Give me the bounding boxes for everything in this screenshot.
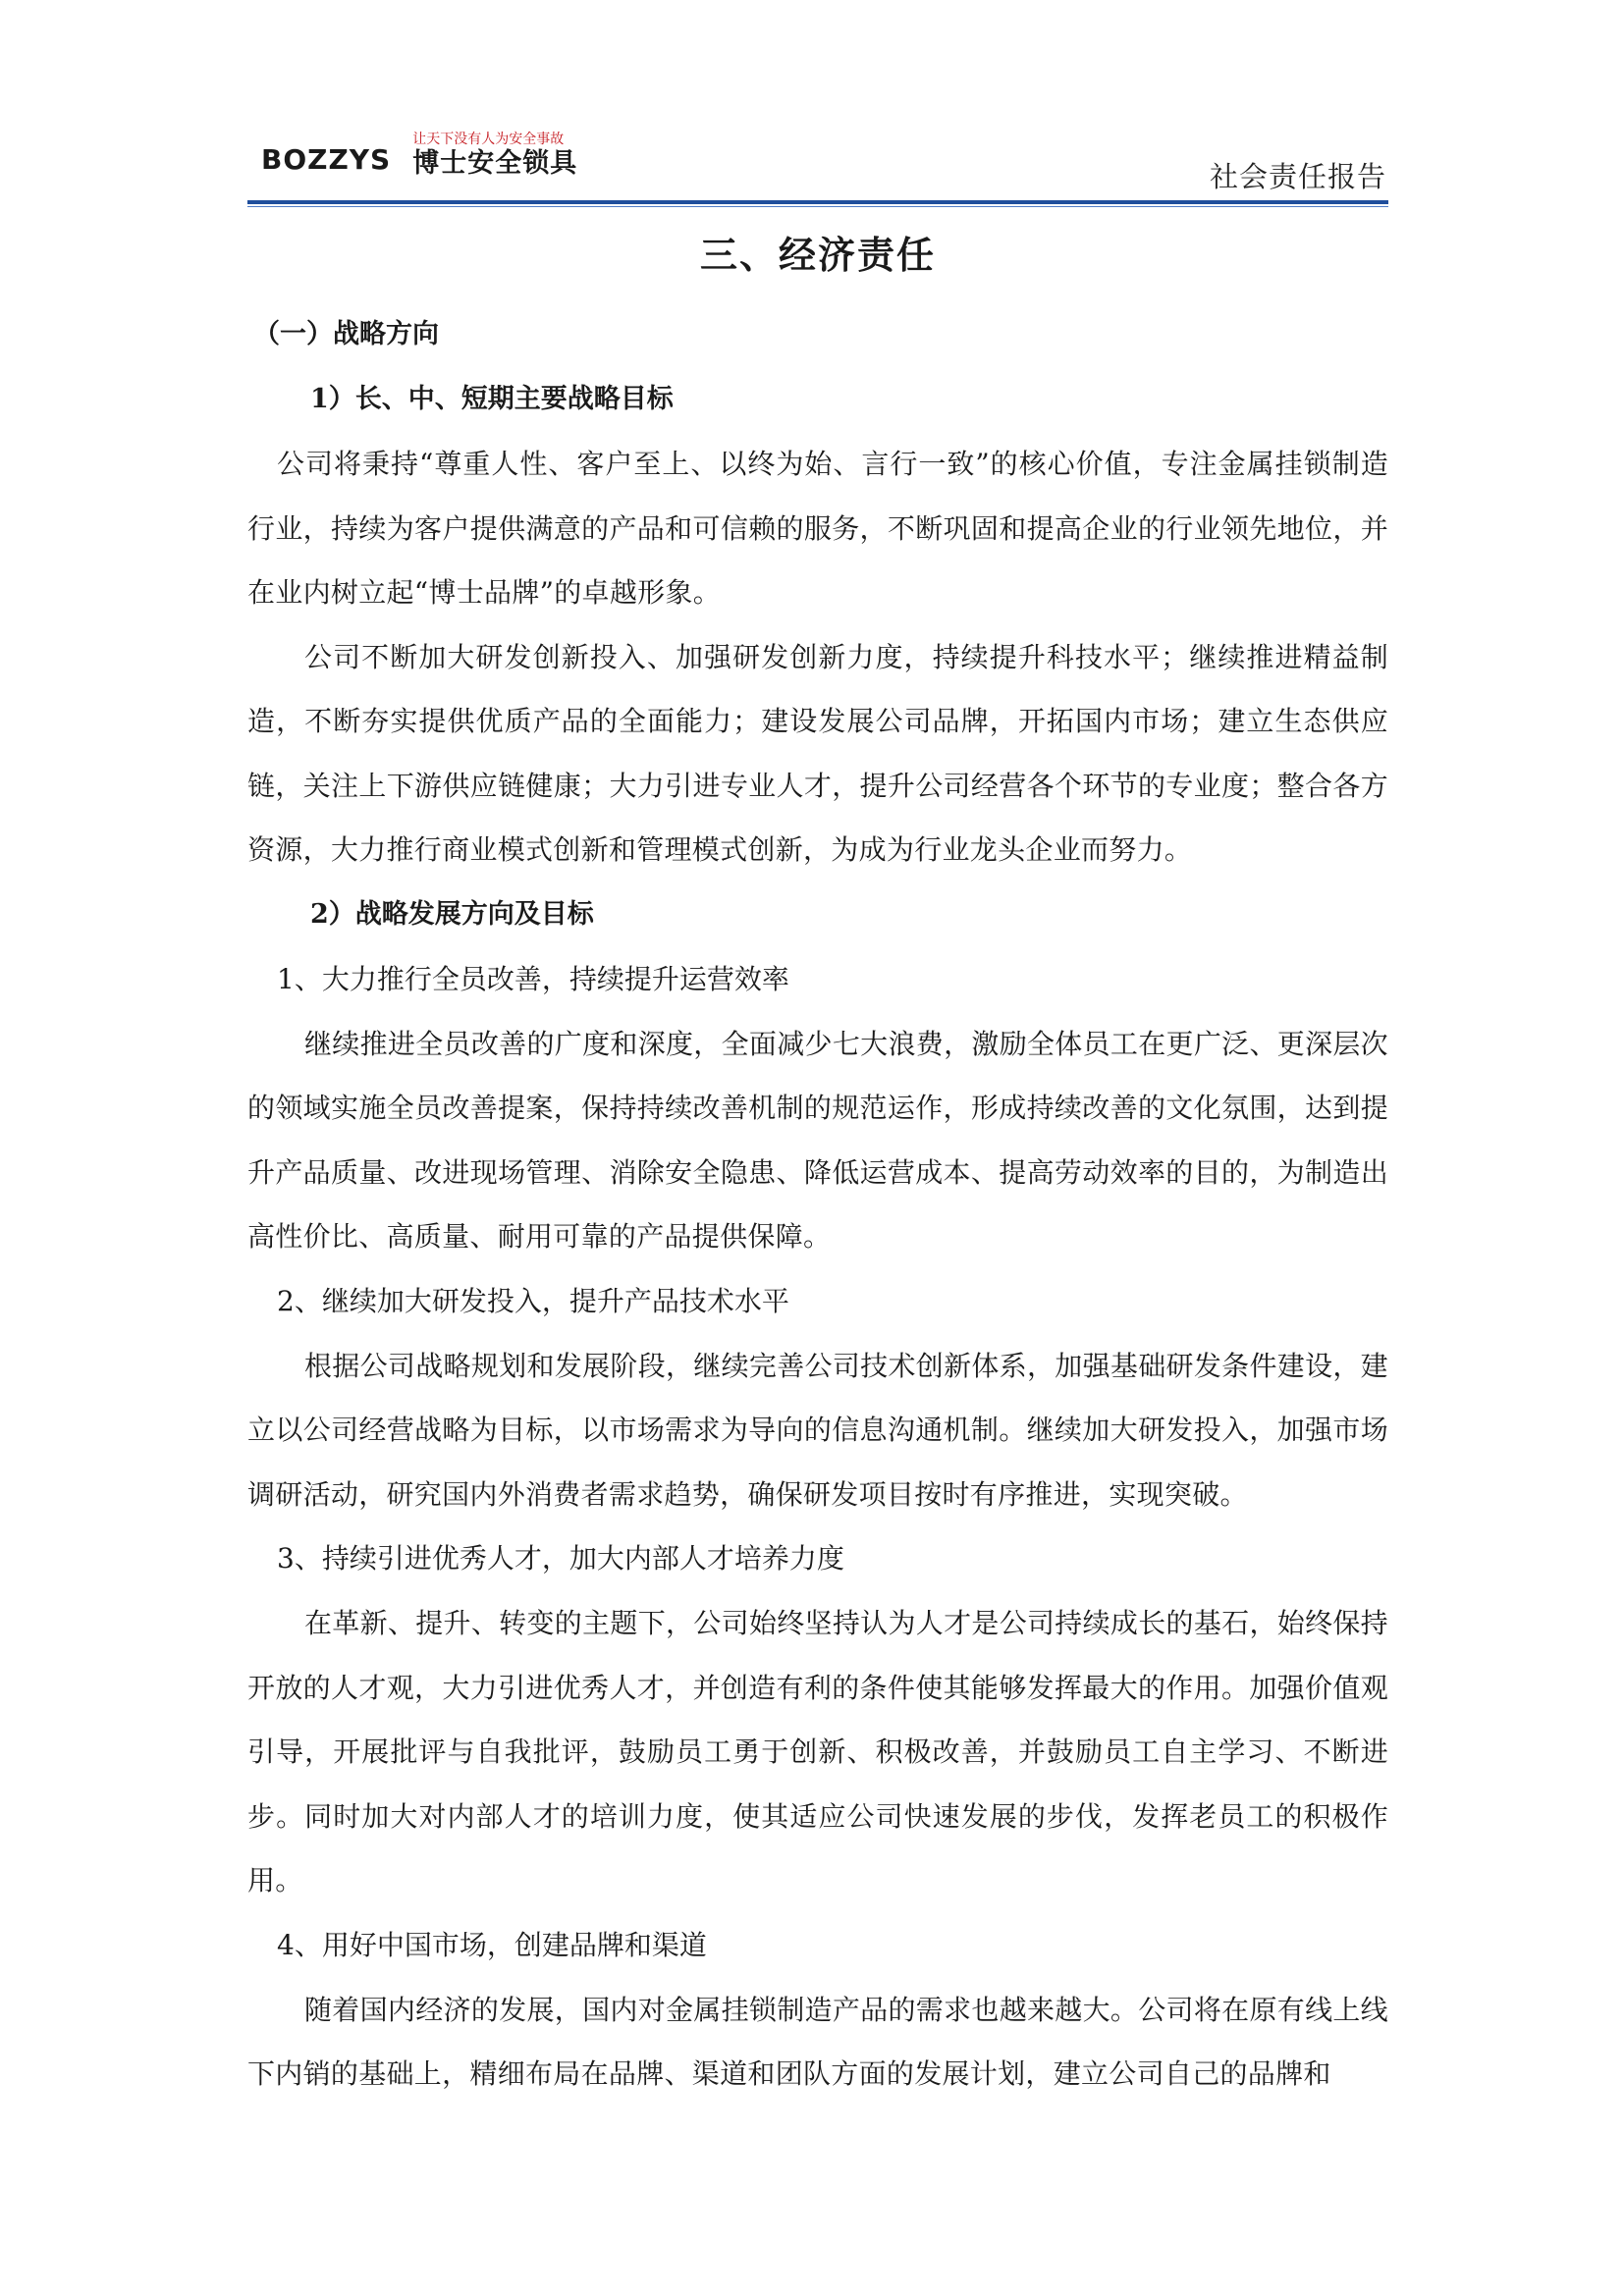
chapter-title: 三、经济责任: [699, 233, 936, 277]
company-logo: [261, 116, 577, 194]
logo-text-block: [412, 131, 577, 180]
subsection-title-2: 2）战略发展方向及目标: [310, 898, 594, 930]
page-header: [247, 116, 1388, 208]
item-title-2: 2、继续加大研发投入，提升产品技术水平: [277, 1284, 789, 1317]
header-rule-thin: [247, 206, 1388, 207]
header-rule-thick: [247, 200, 1388, 204]
item-title-3: 3、持续引进优秀人才，加大内部人才培养力度: [277, 1542, 844, 1575]
subsection-title-1: 1）长、中、短期主要战略目标: [310, 384, 674, 414]
paragraph-strategy-goals: 公司不断加大研发创新投入、加强研发创新力度，持续提升科技水平；继续推进精益制造，不断夯实提供优质产品的全面能力；建设发展公司品牌，开拓国内市场；建立生态供应链，关注上下游供应链健康；大力引进专业人才，提升公司经营各个环节的专业度；整合各方资源，大力推行商业模式创新和管理模式创新，为成为行业龙头企业而努力。: [247, 640, 1388, 866]
item-paragraph-3: 在革新、提升、转变的主题下，公司始终坚持认为人才是公司持续成长的基石，始终保持开放的人才观，大力引进优秀人才，并创造有利的条件使其能够发挥最大的作用。加强价值观引导，开展批评与自我批评，鼓励员工勇于创新、积极改善，并鼓励员工自主学习、不断进步。同时加大对内部人才的培训力度，使其适应公司快速发展的步伐，发挥老员工的积极作用。: [247, 1607, 1388, 1896]
item-paragraph-4: 随着国内经济的发展，国内对金属挂锁制造产品的需求也越来越大。公司将在原有线上线下内销的基础上，精细布局在品牌、渠道和团队方面的发展计划，建立公司自己的品牌和: [247, 1993, 1388, 2090]
report-title: 社会责任报告: [1209, 160, 1386, 193]
item-paragraph-1: 继续推进全员改善的广度和深度，全面减少七大浪费，激励全体员工在更广泛、更深层次的领域实施全员改善提案，保持持续改善机制的规范运作，形成持续改善的文化氛围，达到提升产品质量、改进现场管理、消除安全隐患、降低运营成本、提高劳动效率的目的，为制造出高性价比、高质量、耐用可靠的产品提供保障。: [247, 1027, 1388, 1253]
logo-mark: BOZZYS: [261, 142, 392, 176]
item-paragraph-2: 根据公司战略规划和发展阶段，继续完善公司技术创新体系，加强基础研发条件建设，建立以公司经营战略为目标，以市场需求为导向的信息沟通机制。继续加大研发投入，加强市场调研活动，研究国内外消费者需求趋势，确保研发项目按时有序推进，实现突破。: [247, 1349, 1388, 1511]
document-body: [247, 218, 1388, 2107]
item-title-4: 4、用好中国市场，创建品牌和渠道: [277, 1928, 707, 1961]
item-title-1: 1、大力推行全员改善，持续提升运营效率: [277, 962, 789, 995]
logo-company-name: 博士安全锁具: [412, 148, 578, 179]
logo-slogan: 让天下没有人为安全事故: [412, 132, 565, 147]
paragraph-core-values: 公司将秉持“尊重人性、客户至上、以终为始、言行一致”的核心价值，专注金属挂锁制造行业，持续为客户提供满意的产品和可信赖的服务，不断巩固和提高企业的行业领先地位，并在业内树立起“博士品牌”的卓越形象。: [247, 448, 1388, 609]
section-title: （一）战略方向: [253, 319, 439, 349]
